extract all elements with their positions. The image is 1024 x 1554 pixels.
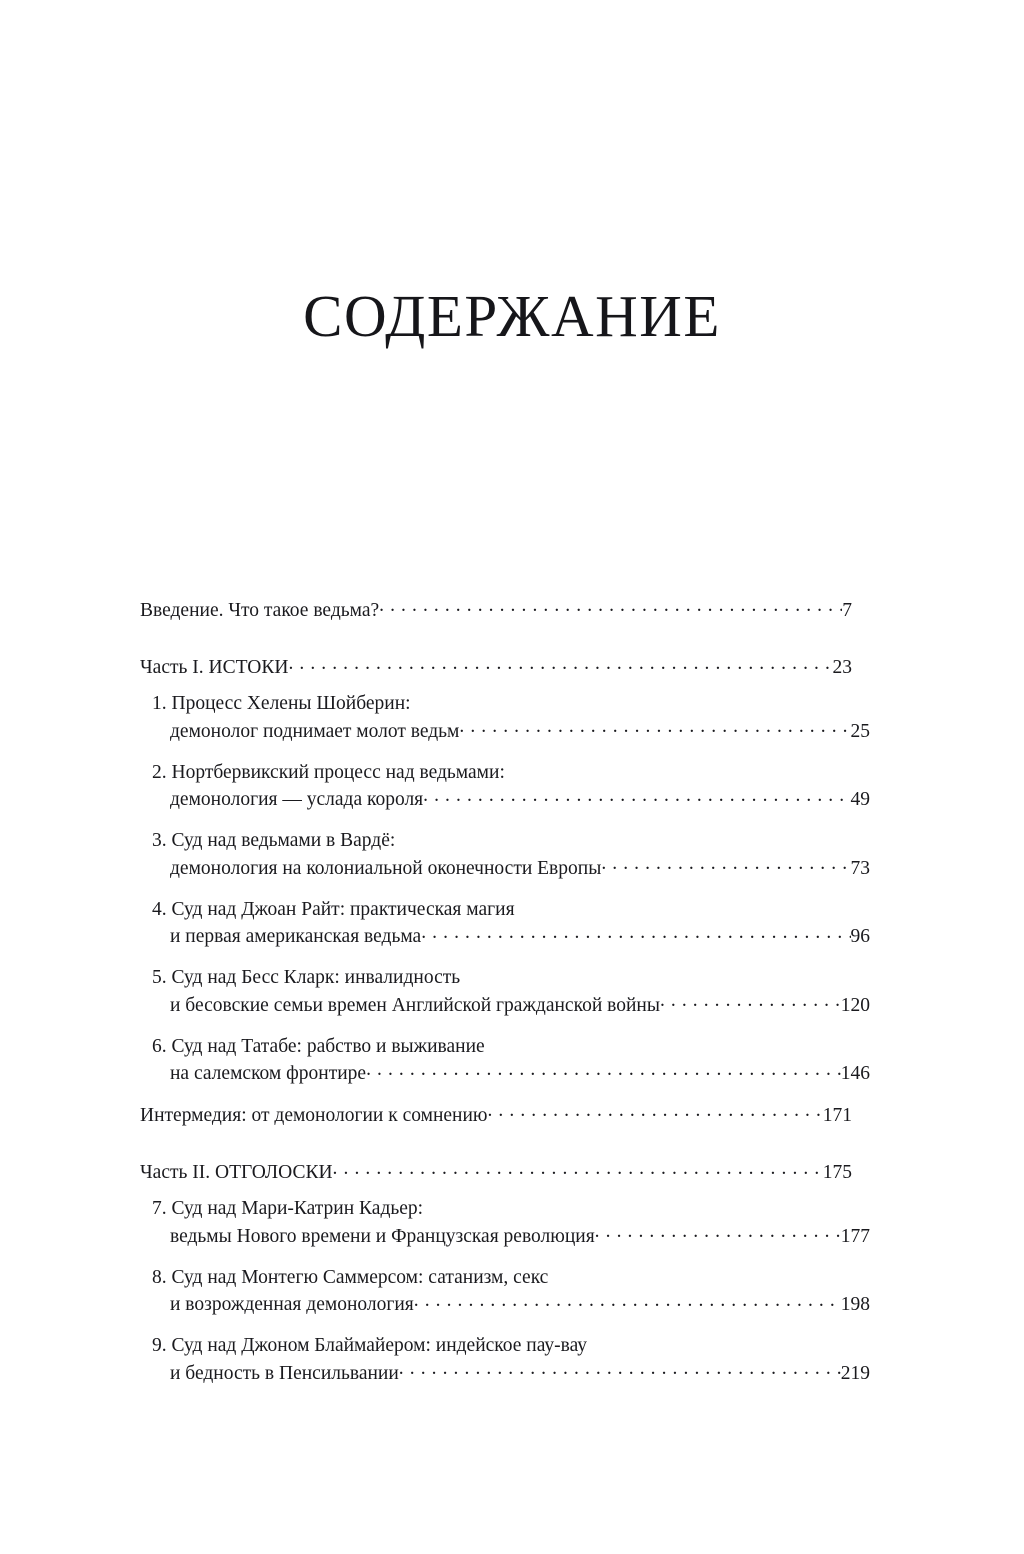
toc-entry-subtitle: демонология на колониальной оконечности Европы <box>170 857 602 879</box>
toc-chapter-entry[interactable] <box>140 1195 870 1250</box>
toc-entry-title: Введение. Что такое ведьма? <box>140 599 380 621</box>
dot-leader <box>414 1291 841 1311</box>
toc-page-number: 219 <box>840 1362 870 1384</box>
toc-spacer <box>140 745 852 759</box>
toc-section-entry[interactable] <box>140 596 852 624</box>
toc-spacer <box>140 813 852 827</box>
toc-spacer <box>140 1087 852 1101</box>
toc-entry-line <box>152 1060 870 1088</box>
dot-leader <box>595 1222 841 1242</box>
toc-chapter-entry[interactable] <box>140 1264 870 1319</box>
toc-spacer <box>140 1019 852 1033</box>
toc-entry-title: Часть II. ОТГОЛОСКИ <box>140 1162 333 1183</box>
toc-spacer <box>140 1250 852 1264</box>
toc-entry-title: 1. Процесс Хелены Шойберин: <box>152 693 411 714</box>
toc-section-entry[interactable] <box>140 1159 852 1187</box>
toc-page-number: 25 <box>850 720 870 742</box>
toc-spacer <box>140 1318 852 1332</box>
toc-entry-line <box>140 596 852 624</box>
toc-chapter-entry[interactable] <box>140 1332 870 1387</box>
dot-leader <box>379 596 842 616</box>
toc-entry-line <box>152 896 852 923</box>
dot-leader <box>660 991 841 1011</box>
toc-section-entry[interactable] <box>140 654 852 682</box>
dot-leader <box>333 1159 823 1179</box>
toc-spacer <box>140 882 852 896</box>
dot-leader <box>366 1060 841 1080</box>
toc-entry-line <box>152 1332 852 1359</box>
toc-spacer <box>140 1129 852 1159</box>
toc-entry-title: 7. Суд над Мари-Катрин Кадьер: <box>152 1198 424 1219</box>
toc-chapter-entry[interactable] <box>140 690 870 745</box>
toc-entry-line <box>152 1222 870 1250</box>
toc-entry-subtitle: и первая американская ведьма <box>170 926 422 947</box>
toc-page-number: 23 <box>832 657 852 678</box>
toc-entry-line <box>152 1033 852 1060</box>
toc-page-number: 146 <box>840 1063 870 1084</box>
toc-spacer <box>140 681 852 690</box>
dot-leader <box>399 1359 841 1379</box>
toc-page-number: 96 <box>850 926 870 947</box>
toc-entry-line <box>152 854 870 882</box>
dot-leader <box>288 654 832 674</box>
toc-entry-title: 2. Нортбервикский процесс над ведьмами: <box>152 761 505 783</box>
toc-page-number: 120 <box>840 994 870 1016</box>
toc-entry-line <box>152 991 870 1019</box>
toc-entry-line <box>152 690 852 717</box>
dot-leader <box>459 717 850 737</box>
toc-page-number: 198 <box>840 1294 870 1315</box>
toc-entry-title: 8. Суд над Монтегю Саммерсом: сатанизм, секс <box>152 1266 549 1288</box>
toc-page-number: 175 <box>822 1162 852 1183</box>
toc-page-number: 73 <box>850 857 870 879</box>
toc-entry-subtitle: демонолог поднимает молот ведьм <box>170 720 460 742</box>
toc-entry-line <box>140 1101 852 1129</box>
toc-spacer <box>140 624 852 654</box>
page-title: СОДЕРЖАНИЕ <box>303 282 721 349</box>
toc-entry-subtitle: на салемском фронтире <box>170 1063 367 1084</box>
toc-entry-line <box>140 654 852 682</box>
toc-entry-line <box>152 964 852 991</box>
dot-leader <box>601 854 850 874</box>
toc-page-number: 7 <box>842 599 852 621</box>
toc-entry-title: 6. Суд над Татабе: рабство и выживание <box>152 1035 485 1057</box>
toc-entry-line <box>140 1159 852 1187</box>
toc-spacer <box>140 950 852 964</box>
toc-entry-subtitle: ведьмы Нового времени и Французская революция <box>170 1225 595 1247</box>
toc-entry-title: Интермедия: от демонологии к сомнению <box>140 1104 488 1126</box>
table-of-contents <box>140 596 870 1387</box>
toc-chapter-entry[interactable] <box>140 896 870 951</box>
toc-entry-subtitle: и бесовские семьи времен Английской гражданской войны <box>170 994 660 1016</box>
toc-entry-subtitle: и бедность в Пенсильвании <box>170 1362 399 1384</box>
toc-entry-title: Часть I. ИСТОКИ <box>140 657 289 678</box>
dot-leader <box>421 923 850 943</box>
toc-page-number: 177 <box>840 1225 870 1247</box>
toc-entry-line <box>152 1359 870 1387</box>
toc-entry-line <box>152 786 870 814</box>
toc-chapter-entry[interactable] <box>140 1033 870 1088</box>
toc-page-number: 171 <box>822 1104 852 1126</box>
toc-entry-line <box>152 1195 852 1222</box>
toc-chapter-entry[interactable] <box>140 964 870 1019</box>
toc-entry-subtitle: и возрожденная демонология <box>170 1294 414 1315</box>
toc-entry-title: 9. Суд над Джоном Блаймайером: индейское пау-вау <box>152 1335 588 1356</box>
toc-entry-line <box>152 759 852 786</box>
toc-entry-line <box>152 1264 852 1291</box>
toc-entry-title: 4. Суд над Джоан Райт: практическая магия <box>152 898 515 920</box>
toc-entry-line <box>152 923 870 951</box>
toc-entry-title: 3. Суд над ведьмами в Вардё: <box>152 830 396 851</box>
toc-entry-line <box>152 717 870 745</box>
dot-leader <box>423 786 850 806</box>
toc-page-number: 49 <box>850 789 870 810</box>
toc-entry-line <box>152 827 852 854</box>
toc-entry-title: 5. Суд над Бесс Кларк: инвалидность <box>152 967 461 988</box>
toc-entry-line <box>152 1291 870 1319</box>
toc-entry-subtitle: демонология — услада короля <box>170 789 424 810</box>
toc-chapter-entry[interactable] <box>140 827 870 882</box>
toc-chapter-entry[interactable] <box>140 759 870 814</box>
toc-spacer <box>140 1186 852 1195</box>
toc-section-entry[interactable] <box>140 1101 852 1129</box>
dot-leader <box>487 1101 822 1121</box>
